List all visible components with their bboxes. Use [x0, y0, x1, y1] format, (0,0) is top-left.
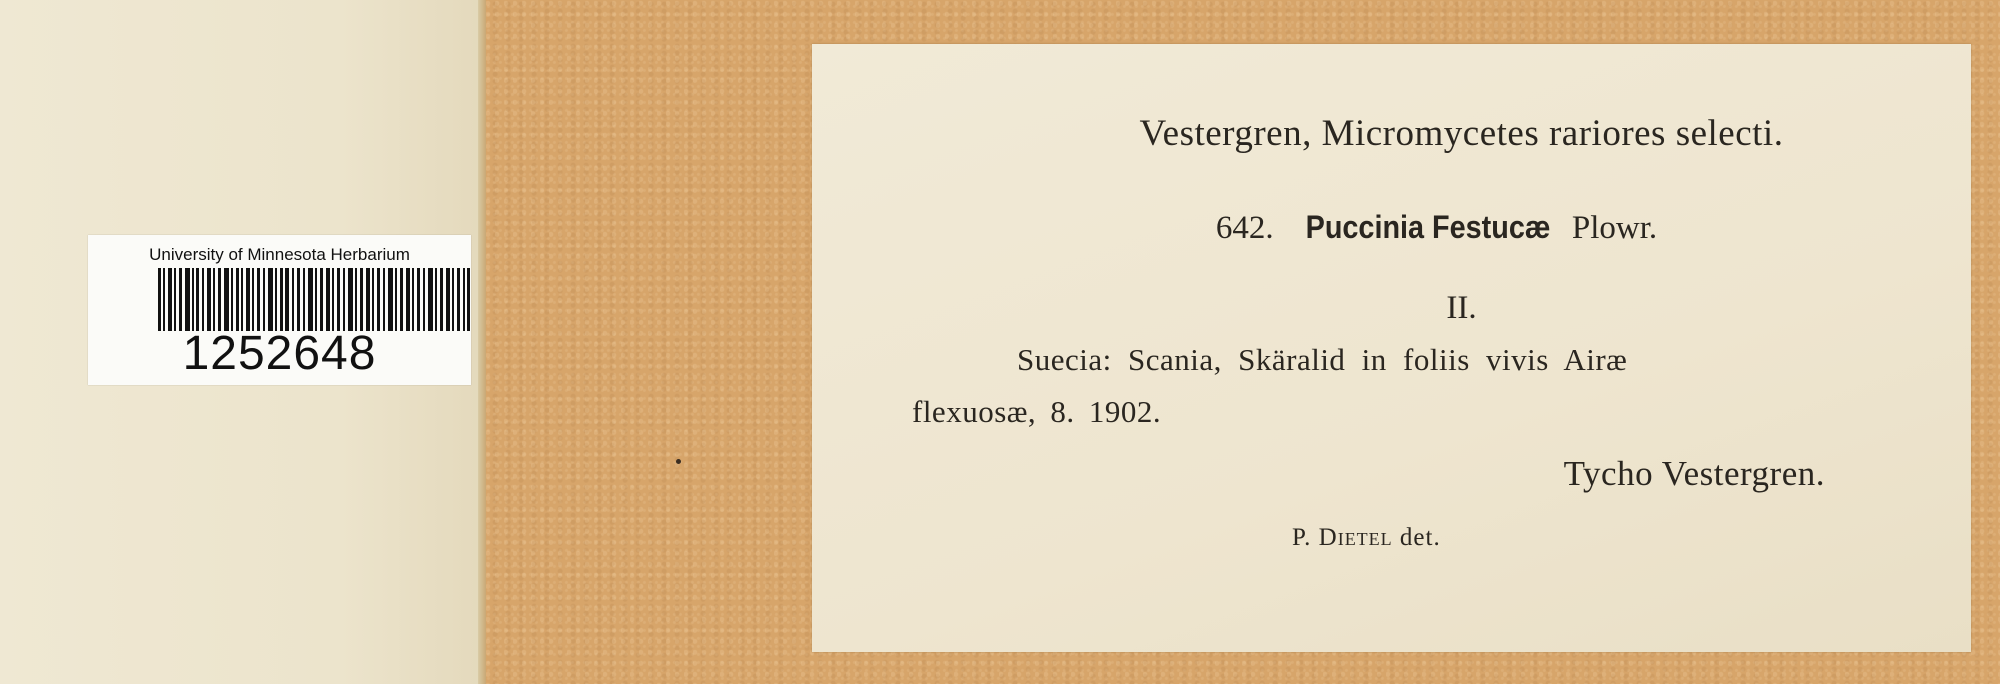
- herbarium-accession-number: 1252648: [182, 327, 377, 380]
- determiner-line: [1292, 524, 1441, 552]
- species-name: Puccinia Festucæ: [1305, 209, 1551, 245]
- sheet-edge: [478, 0, 486, 684]
- exsiccata-label-card: [812, 44, 1971, 652]
- determiner-suffix: det.: [1399, 524, 1441, 551]
- series-title: Vestergren, Micromycetes rariores selecti.: [1139, 113, 1784, 154]
- collector-name: Tycho Vestergren.: [1563, 454, 1825, 493]
- species-author: Plowr.: [1571, 210, 1658, 246]
- exsiccata-number: 642.: [1215, 210, 1274, 246]
- locality-line-1: Suecia: Scania, Skäralid in foliis vivis Airæ: [1017, 342, 1628, 377]
- speck: [676, 459, 681, 464]
- determiner-initial: P.: [1292, 524, 1312, 551]
- herbarium-barcode-label: [88, 235, 471, 385]
- barcode-icon: [158, 268, 470, 331]
- spore-stage: II.: [1446, 290, 1477, 326]
- determiner-name: Dietel: [1318, 524, 1393, 551]
- species-line: [812, 209, 1971, 247]
- herbarium-institution: University of Minnesota Herbarium: [149, 245, 410, 264]
- locality-line-2: flexuosæ, 8. 1902.: [912, 394, 1162, 429]
